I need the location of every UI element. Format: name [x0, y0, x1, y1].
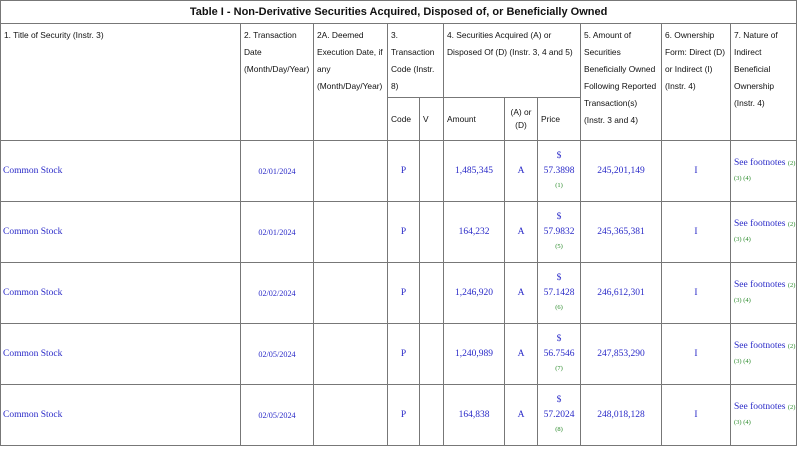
security-title: Common Stock: [1, 263, 241, 324]
nature-footnote-2[interactable]: (3) (4): [734, 419, 751, 426]
nature-footnote-2[interactable]: (3) (4): [734, 358, 751, 365]
header-amount-owned: 5. Amount of Securities Beneficially Owned Following Reported Transaction(s) (Instr. 3 and 4): [581, 24, 662, 141]
price-cell: [538, 202, 581, 263]
price-cell: [538, 263, 581, 324]
nature-footnote-2[interactable]: (3) (4): [734, 236, 751, 243]
a-or-d: A: [505, 324, 538, 385]
see-footnotes-link[interactable]: See footnotes: [734, 280, 786, 290]
amount-owned: 246,612,301: [581, 263, 662, 324]
amount: 164,232: [444, 202, 505, 263]
security-title: Common Stock: [1, 385, 241, 446]
table-row: [1, 141, 797, 202]
see-footnotes-link[interactable]: See footnotes: [734, 341, 786, 351]
subheader-code: Code: [388, 98, 420, 141]
transaction-date: 02/01/2024: [241, 202, 314, 263]
transaction-date: 02/02/2024: [241, 263, 314, 324]
amount: 1,246,920: [444, 263, 505, 324]
subheader-v: V: [420, 98, 444, 141]
nature-footnote-2[interactable]: (3) (4): [734, 297, 751, 304]
subheader-price: Price: [538, 98, 581, 141]
v-cell: [420, 202, 444, 263]
transaction-date: 02/05/2024: [241, 385, 314, 446]
nature-footnote-1[interactable]: (2): [787, 404, 796, 411]
transaction-code: P: [388, 324, 420, 385]
see-footnotes-link[interactable]: See footnotes: [734, 158, 786, 168]
header-title-of-security: 1. Title of Security (Instr. 3): [1, 24, 241, 141]
table-row: [1, 202, 797, 263]
transaction-date: 02/01/2024: [241, 141, 314, 202]
price-value: 57.9832: [543, 227, 575, 237]
transaction-code: P: [388, 202, 420, 263]
nature-footnote-1[interactable]: (2): [787, 282, 796, 289]
nature-cell: [731, 324, 797, 385]
nature-footnote-1[interactable]: (2): [787, 160, 796, 167]
transaction-code: P: [388, 141, 420, 202]
dollar-sign: $: [556, 395, 562, 405]
nature-footnote-1[interactable]: (2): [787, 221, 796, 228]
ownership-form: I: [662, 202, 731, 263]
nature-cell: [731, 385, 797, 446]
nature-cell: [731, 141, 797, 202]
price-footnote[interactable]: (5): [555, 243, 563, 250]
subheader-amount: Amount: [444, 98, 505, 141]
amount-owned: 245,365,381: [581, 202, 662, 263]
price-value: 56.7546: [543, 349, 575, 359]
price-cell: [538, 141, 581, 202]
deemed-date: [314, 385, 388, 446]
price-footnote[interactable]: (6): [555, 304, 563, 311]
deemed-date: [314, 202, 388, 263]
see-footnotes-link[interactable]: See footnotes: [734, 219, 786, 229]
header-transaction-date: 2. Transaction Date (Month/Day/Year): [241, 24, 314, 141]
deemed-date: [314, 263, 388, 324]
see-footnotes-link[interactable]: See footnotes: [734, 402, 786, 412]
deemed-date: [314, 324, 388, 385]
table-row: [1, 263, 797, 324]
v-cell: [420, 141, 444, 202]
table-row: [1, 385, 797, 446]
v-cell: [420, 324, 444, 385]
amount: 1,485,345: [444, 141, 505, 202]
price-cell: [538, 385, 581, 446]
ownership-form: I: [662, 385, 731, 446]
amount-owned: 245,201,149: [581, 141, 662, 202]
ownership-form: I: [662, 324, 731, 385]
ownership-form: I: [662, 141, 731, 202]
nature-footnote-1[interactable]: (2): [787, 343, 796, 350]
dollar-sign: $: [556, 334, 562, 344]
nature-cell: [731, 263, 797, 324]
security-title: Common Stock: [1, 324, 241, 385]
price-footnote[interactable]: (1): [555, 182, 563, 189]
header-deemed-execution-date: 2A. Deemed Execution Date, if any (Month/Day/Year): [314, 24, 388, 141]
dollar-sign: $: [556, 273, 562, 283]
header-ownership-form: 6. Ownership Form: Direct (D) or Indirect (I) (Instr. 4): [662, 24, 731, 141]
amount: 1,240,989: [444, 324, 505, 385]
nature-footnote-2[interactable]: (3) (4): [734, 175, 751, 182]
a-or-d: A: [505, 141, 538, 202]
price-footnote[interactable]: (7): [555, 365, 563, 372]
security-title: Common Stock: [1, 141, 241, 202]
amount-owned: 248,018,128: [581, 385, 662, 446]
amount-owned: 247,853,290: [581, 324, 662, 385]
price-value: 57.1428: [543, 288, 575, 298]
price-value: 57.3898: [543, 166, 575, 176]
dollar-sign: $: [556, 212, 562, 222]
a-or-d: A: [505, 385, 538, 446]
header-transaction-code: 3. Transaction Code (Instr. 8): [388, 24, 444, 98]
price-value: 57.2024: [543, 410, 575, 420]
header-securities-acquired: 4. Securities Acquired (A) or Disposed Of (D) (Instr. 3, 4 and 5): [444, 24, 581, 98]
table-title: Table I - Non-Derivative Securities Acquired, Disposed of, or Beneficially Owned: [1, 1, 797, 24]
table-row: [1, 324, 797, 385]
price-cell: [538, 324, 581, 385]
transaction-code: P: [388, 385, 420, 446]
a-or-d: A: [505, 202, 538, 263]
ownership-form: I: [662, 263, 731, 324]
subheader-a-or-d: (A) or (D): [505, 98, 538, 141]
amount: 164,838: [444, 385, 505, 446]
dollar-sign: $: [556, 151, 562, 161]
transaction-code: P: [388, 263, 420, 324]
nature-cell: [731, 202, 797, 263]
deemed-date: [314, 141, 388, 202]
v-cell: [420, 263, 444, 324]
price-footnote[interactable]: (8): [555, 426, 563, 433]
v-cell: [420, 385, 444, 446]
transaction-date: 02/05/2024: [241, 324, 314, 385]
security-title: Common Stock: [1, 202, 241, 263]
header-nature-of-ownership: 7. Nature of Indirect Beneficial Ownership (Instr. 4): [731, 24, 797, 141]
a-or-d: A: [505, 263, 538, 324]
